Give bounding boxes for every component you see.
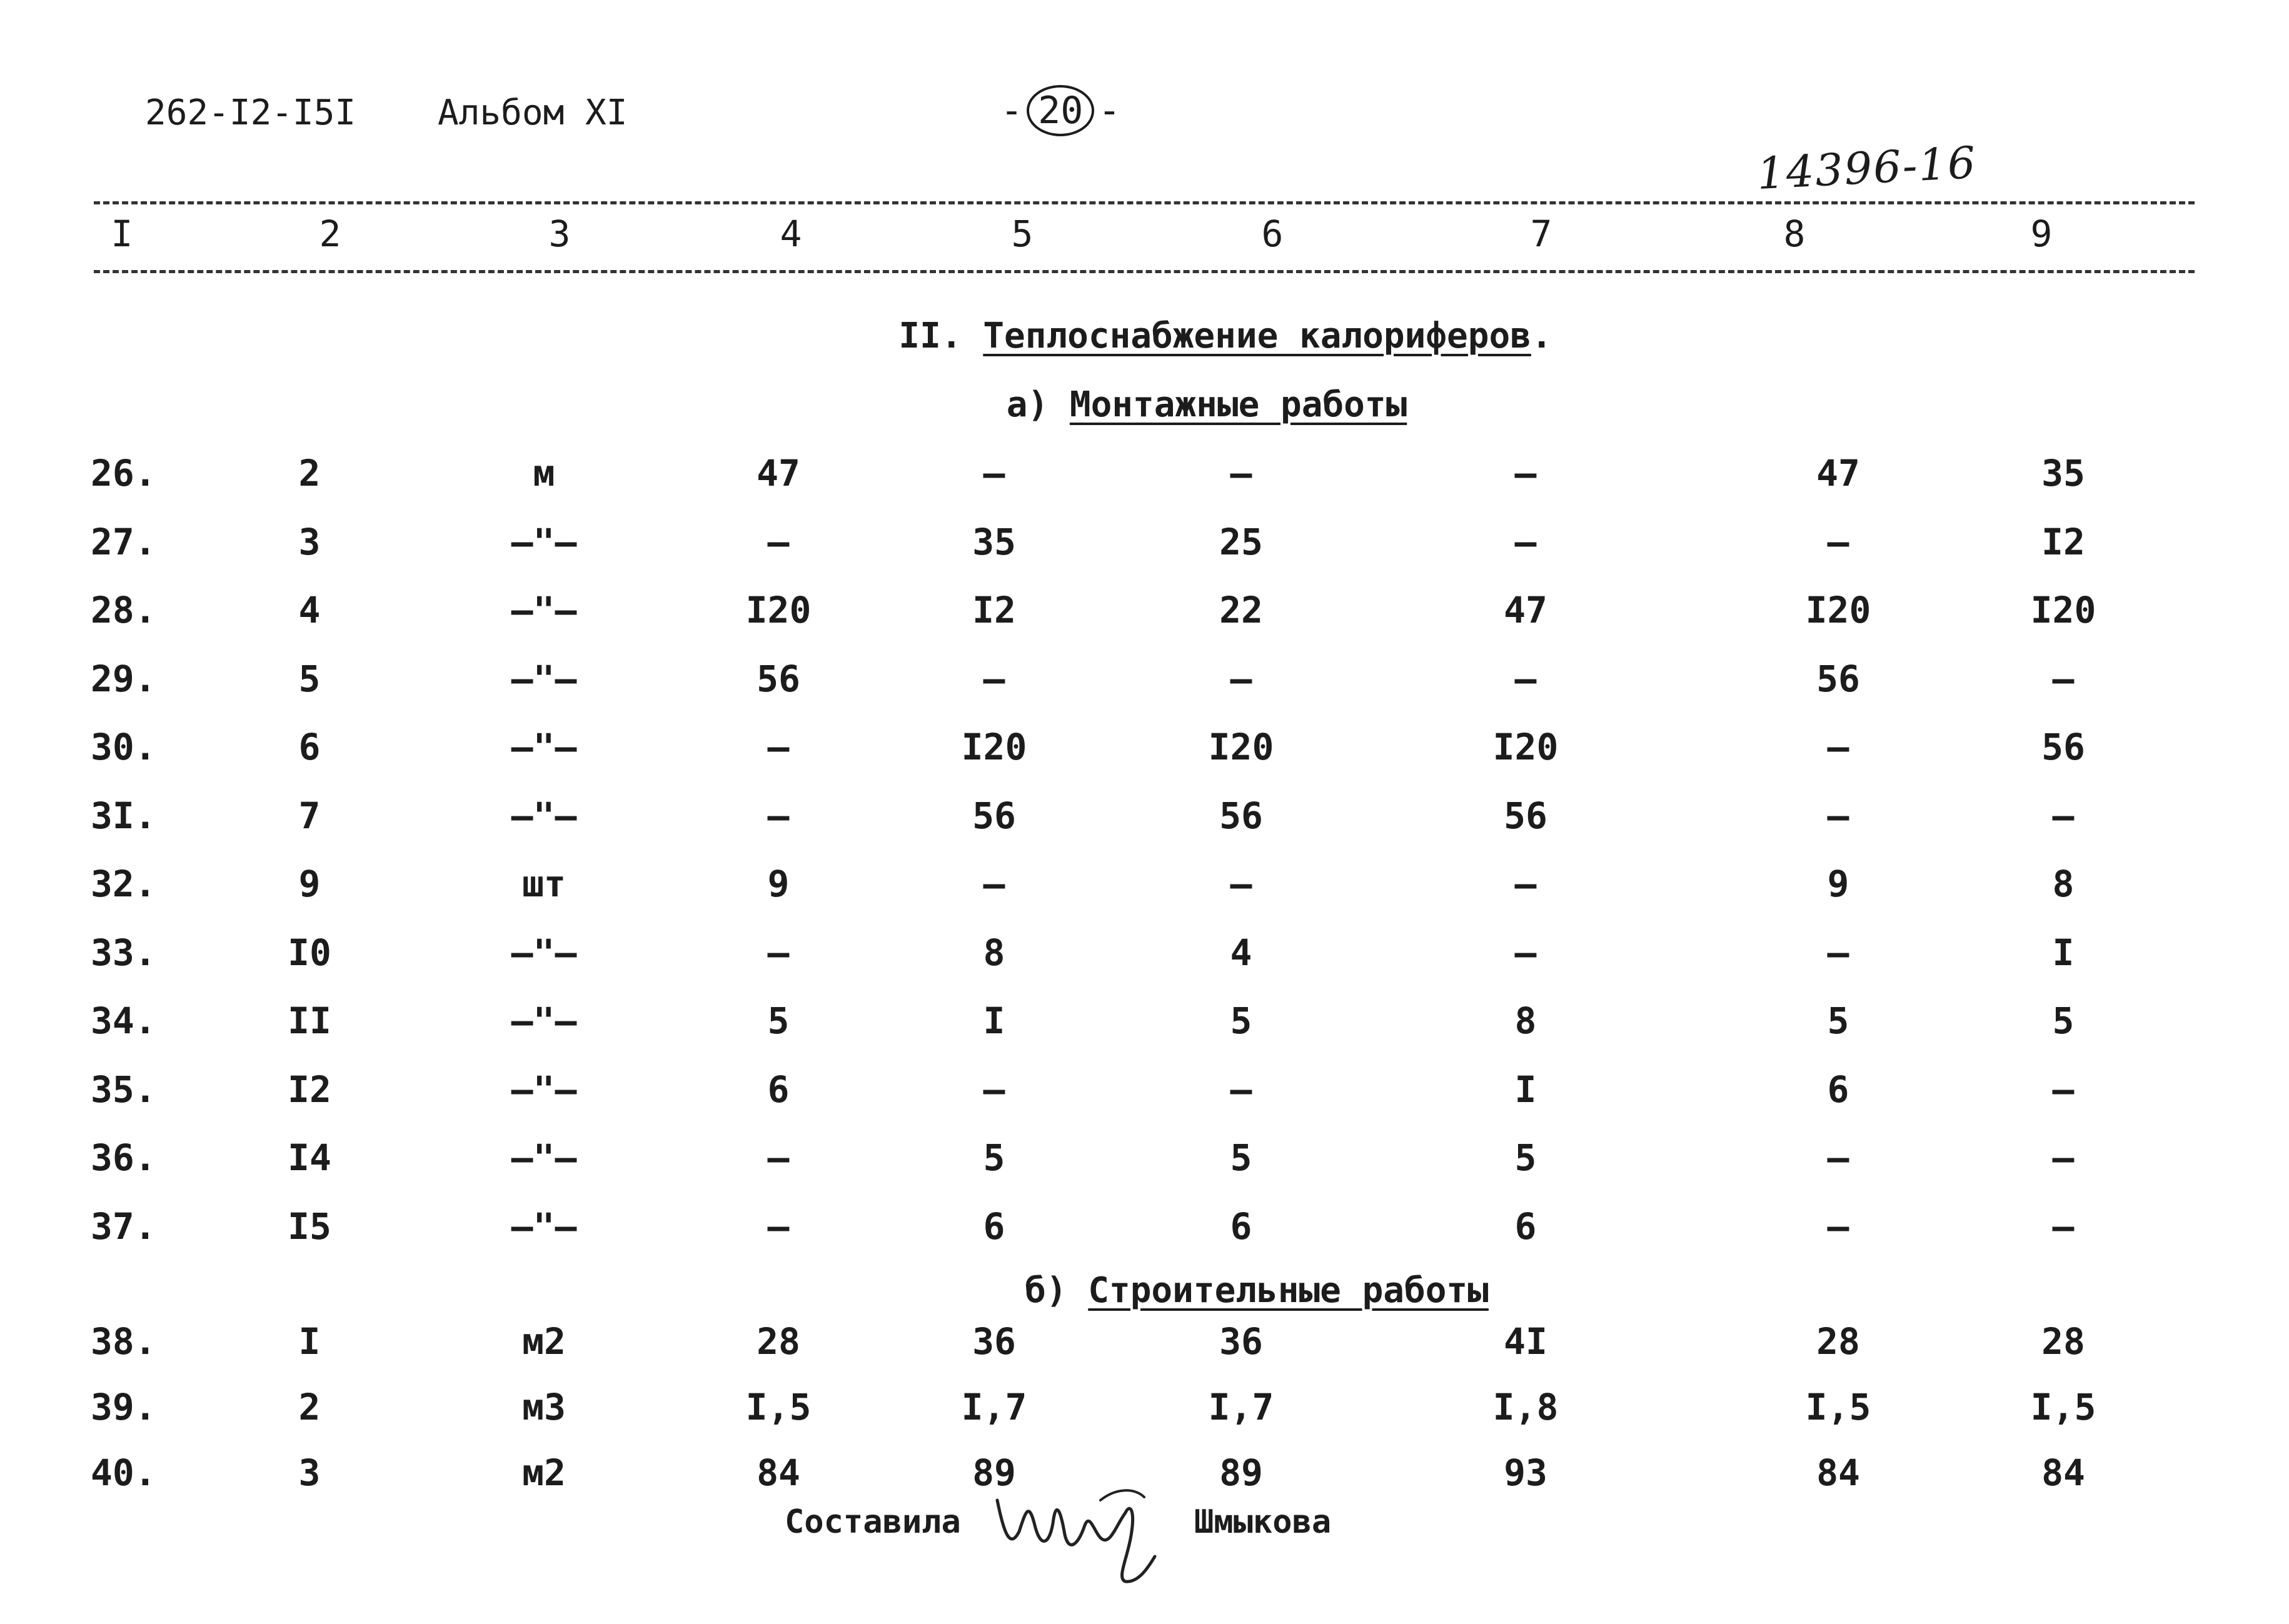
table-cell-col8: – bbox=[1827, 726, 1849, 768]
table-cell-col3: –"– bbox=[511, 657, 577, 700]
table-cell-col8: – bbox=[1827, 931, 1849, 974]
table-cell-col4: – bbox=[767, 794, 790, 837]
table-cell-col6: 22 bbox=[1219, 589, 1263, 631]
table-cell-col5: – bbox=[983, 452, 1005, 494]
table-cell-col5: – bbox=[983, 657, 1005, 700]
table-cell-col8: 47 bbox=[1816, 452, 1860, 494]
table-cell-col3: –"– bbox=[511, 726, 577, 768]
table-cell-col6: 4 bbox=[1230, 931, 1252, 974]
table-cell-col4: – bbox=[767, 1205, 790, 1248]
page-number bbox=[1000, 85, 1121, 136]
table-cell-col9: I,5 bbox=[2030, 1386, 2096, 1428]
table-cell-col7: 56 bbox=[1504, 794, 1547, 837]
row-number: 33. bbox=[91, 931, 156, 974]
table-cell-col2: 6 bbox=[298, 726, 321, 768]
table-cell-col7: I20 bbox=[1492, 726, 1559, 768]
table-cell-col3: –"– bbox=[511, 1205, 577, 1248]
table-cell-col7: – bbox=[1514, 657, 1537, 700]
table-cell-col5: I,7 bbox=[961, 1386, 1027, 1428]
table-cell-col5: 35 bbox=[972, 520, 1016, 563]
table-cell-col4: I20 bbox=[745, 589, 812, 631]
row-number: 29. bbox=[91, 657, 156, 700]
table-cell-col2: II bbox=[288, 1000, 331, 1042]
table-cell-col5: I2 bbox=[972, 589, 1016, 631]
section-title-text: Теплоснабжение калориферов bbox=[983, 316, 1531, 356]
table-cell-col9: – bbox=[2052, 657, 2075, 700]
table-cell-col3: –"– bbox=[511, 1000, 577, 1042]
column-number-1: I bbox=[111, 213, 133, 255]
table-cell-col2: I4 bbox=[288, 1136, 331, 1179]
table-cell-col2: I2 bbox=[288, 1068, 331, 1111]
row-number: 39. bbox=[91, 1386, 156, 1428]
table-cell-col7: I,8 bbox=[1492, 1386, 1559, 1428]
table-cell-col3: –"– bbox=[511, 1068, 577, 1111]
table-cell-col9: 28 bbox=[2041, 1320, 2085, 1363]
column-number-3: 3 bbox=[548, 213, 571, 255]
column-number-6: 6 bbox=[1261, 213, 1284, 255]
section-title-prefix: II. bbox=[898, 316, 962, 356]
table-cell-col4: 9 bbox=[767, 863, 790, 905]
table-cell-col8: 28 bbox=[1816, 1320, 1860, 1363]
table-cell-col8: I20 bbox=[1805, 589, 1871, 631]
table-cell-col5: – bbox=[983, 863, 1005, 905]
table-cell-col7: – bbox=[1514, 931, 1537, 974]
table-cell-col6: – bbox=[1230, 863, 1252, 905]
section-title-suffix: . bbox=[1531, 316, 1552, 356]
table-cell-col6: – bbox=[1230, 657, 1252, 700]
table-cell-col5: 8 bbox=[983, 931, 1005, 974]
header-top-rule bbox=[94, 201, 2195, 204]
page-number-prefix: - bbox=[1000, 89, 1024, 133]
page-number-value: 20 bbox=[1027, 85, 1094, 136]
handwritten-registration-number: 14396-16 bbox=[1756, 136, 1978, 200]
table-cell-col5: 36 bbox=[972, 1320, 1016, 1363]
table-cell-col2: 3 bbox=[298, 520, 321, 563]
table-cell-col3: м2 bbox=[522, 1451, 566, 1494]
column-number-8: 8 bbox=[1783, 213, 1806, 255]
table-cell-col9: I2 bbox=[2041, 520, 2085, 563]
table-cell-col5: I20 bbox=[961, 726, 1027, 768]
table-cell-col2: 3 bbox=[298, 1451, 321, 1494]
row-number: 30. bbox=[91, 726, 156, 768]
table-cell-col2: I5 bbox=[288, 1205, 331, 1248]
column-number-4: 4 bbox=[780, 213, 802, 255]
table-cell-col9: I bbox=[2052, 931, 2075, 974]
table-cell-col8: I,5 bbox=[1805, 1386, 1871, 1428]
table-cell-col4: 6 bbox=[767, 1068, 790, 1111]
compiled-by-label: Составила bbox=[785, 1503, 961, 1541]
row-number: 28. bbox=[91, 589, 156, 631]
table-cell-col6: – bbox=[1230, 1068, 1252, 1111]
table-cell-col7: – bbox=[1514, 863, 1537, 905]
table-cell-col9: – bbox=[2052, 1136, 2075, 1179]
column-number-5: 5 bbox=[1011, 213, 1034, 255]
table-cell-col6: 5 bbox=[1230, 1136, 1252, 1179]
table-cell-col7: 93 bbox=[1504, 1451, 1547, 1494]
compiler-name: Шмыкова bbox=[1194, 1503, 1332, 1541]
table-cell-col3: м2 bbox=[522, 1320, 566, 1363]
table-cell-col6: 89 bbox=[1219, 1451, 1263, 1494]
table-cell-col4: – bbox=[767, 726, 790, 768]
row-number: 27. bbox=[91, 520, 156, 563]
subsection-b-text: Строительные работы bbox=[1088, 1270, 1489, 1311]
section-title bbox=[898, 316, 1552, 356]
table-cell-col6: 36 bbox=[1219, 1320, 1263, 1363]
table-cell-col9: – bbox=[2052, 1068, 2075, 1111]
table-cell-col8: 9 bbox=[1827, 863, 1849, 905]
table-cell-col7: 8 bbox=[1514, 1000, 1537, 1042]
subsection-b-prefix: б) bbox=[1025, 1270, 1067, 1311]
table-cell-col8: – bbox=[1827, 520, 1849, 563]
table-cell-col3: шт bbox=[522, 863, 566, 905]
table-cell-col7: 4I bbox=[1504, 1320, 1547, 1363]
table-cell-col6: I20 bbox=[1208, 726, 1274, 768]
row-number: 38. bbox=[91, 1320, 156, 1363]
row-number: 3I. bbox=[91, 794, 156, 837]
table-cell-col9: – bbox=[2052, 1205, 2075, 1248]
table-cell-col8: 56 bbox=[1816, 657, 1860, 700]
table-cell-col2: 7 bbox=[298, 794, 321, 837]
table-cell-col4: – bbox=[767, 1136, 790, 1179]
handwritten-signature bbox=[991, 1475, 1179, 1588]
table-cell-col4: 56 bbox=[757, 657, 800, 700]
table-cell-col4: – bbox=[767, 520, 790, 563]
table-cell-col2: 9 bbox=[298, 863, 321, 905]
table-cell-col9: 56 bbox=[2041, 726, 2085, 768]
page-number-suffix: - bbox=[1098, 89, 1121, 133]
table-cell-col5: 5 bbox=[983, 1136, 1005, 1179]
table-cell-col9: I20 bbox=[2030, 589, 2096, 631]
table-cell-col6: 6 bbox=[1230, 1205, 1252, 1248]
table-cell-col7: 6 bbox=[1514, 1205, 1537, 1248]
row-number: 40. bbox=[91, 1451, 156, 1494]
table-cell-col8: – bbox=[1827, 794, 1849, 837]
table-cell-col2: 2 bbox=[298, 1386, 321, 1428]
table-cell-col7: I bbox=[1514, 1068, 1537, 1111]
table-cell-col9: – bbox=[2052, 794, 2075, 837]
table-cell-col5: I bbox=[983, 1000, 1005, 1042]
table-cell-col6: 56 bbox=[1219, 794, 1263, 837]
table-cell-col8: 6 bbox=[1827, 1068, 1849, 1111]
table-cell-col5: 89 bbox=[972, 1451, 1016, 1494]
row-number: 34. bbox=[91, 1000, 156, 1042]
table-cell-col5: 6 bbox=[983, 1205, 1005, 1248]
table-cell-col7: – bbox=[1514, 520, 1537, 563]
table-cell-col6: – bbox=[1230, 452, 1252, 494]
table-cell-col4: 47 bbox=[757, 452, 800, 494]
column-number-9: 9 bbox=[2030, 213, 2053, 255]
table-cell-col8: – bbox=[1827, 1136, 1849, 1179]
table-cell-col6: I,7 bbox=[1208, 1386, 1274, 1428]
table-cell-col6: 25 bbox=[1219, 520, 1263, 563]
subsection-b-title bbox=[1025, 1270, 1489, 1311]
table-cell-col2: 4 bbox=[298, 589, 321, 631]
table-cell-col3: –"– bbox=[511, 931, 577, 974]
table-cell-col9: 35 bbox=[2041, 452, 2085, 494]
table-cell-col9: 84 bbox=[2041, 1451, 2085, 1494]
table-cell-col3: –"– bbox=[511, 589, 577, 631]
table-cell-col4: 28 bbox=[757, 1320, 800, 1363]
table-cell-col5: – bbox=[983, 1068, 1005, 1111]
row-number: 37. bbox=[91, 1205, 156, 1248]
table-cell-col3: м3 bbox=[522, 1386, 566, 1428]
table-cell-col9: 5 bbox=[2052, 1000, 2075, 1042]
row-number: 26. bbox=[91, 452, 156, 494]
row-number: 32. bbox=[91, 863, 156, 905]
table-cell-col3: –"– bbox=[511, 520, 577, 563]
table-cell-col4: 5 bbox=[767, 1000, 790, 1042]
table-cell-col4: I,5 bbox=[745, 1386, 812, 1428]
table-cell-col8: – bbox=[1827, 1205, 1849, 1248]
table-cell-col8: 5 bbox=[1827, 1000, 1849, 1042]
header-bottom-rule bbox=[94, 270, 2195, 273]
row-number: 36. bbox=[91, 1136, 156, 1179]
table-cell-col7: 47 bbox=[1504, 589, 1547, 631]
table-cell-col3: м bbox=[533, 452, 555, 494]
table-cell-col5: 56 bbox=[972, 794, 1016, 837]
table-cell-col2: I0 bbox=[288, 931, 331, 974]
row-number: 35. bbox=[91, 1068, 156, 1111]
column-number-7: 7 bbox=[1530, 213, 1552, 255]
table-cell-col7: – bbox=[1514, 452, 1537, 494]
document-code: 262-I2-I5I bbox=[145, 93, 356, 133]
table-cell-col9: 8 bbox=[2052, 863, 2075, 905]
table-cell-col4: 84 bbox=[757, 1451, 800, 1494]
table-cell-col3: –"– bbox=[511, 1136, 577, 1179]
table-cell-col2: I bbox=[298, 1320, 321, 1363]
subsection-a-text: Монтажные работы bbox=[1069, 384, 1407, 425]
column-number-2: 2 bbox=[319, 213, 341, 255]
album-label: Альбом XI bbox=[438, 93, 628, 133]
table-cell-col8: 84 bbox=[1816, 1451, 1860, 1494]
table-cell-col3: –"– bbox=[511, 794, 577, 837]
subsection-a-prefix: а) bbox=[1006, 384, 1049, 425]
table-cell-col7: 5 bbox=[1514, 1136, 1537, 1179]
subsection-a-title bbox=[1007, 384, 1407, 425]
table-cell-col6: 5 bbox=[1230, 1000, 1252, 1042]
table-cell-col4: – bbox=[767, 931, 790, 974]
table-cell-col2: 5 bbox=[298, 657, 321, 700]
table-cell-col2: 2 bbox=[298, 452, 321, 494]
